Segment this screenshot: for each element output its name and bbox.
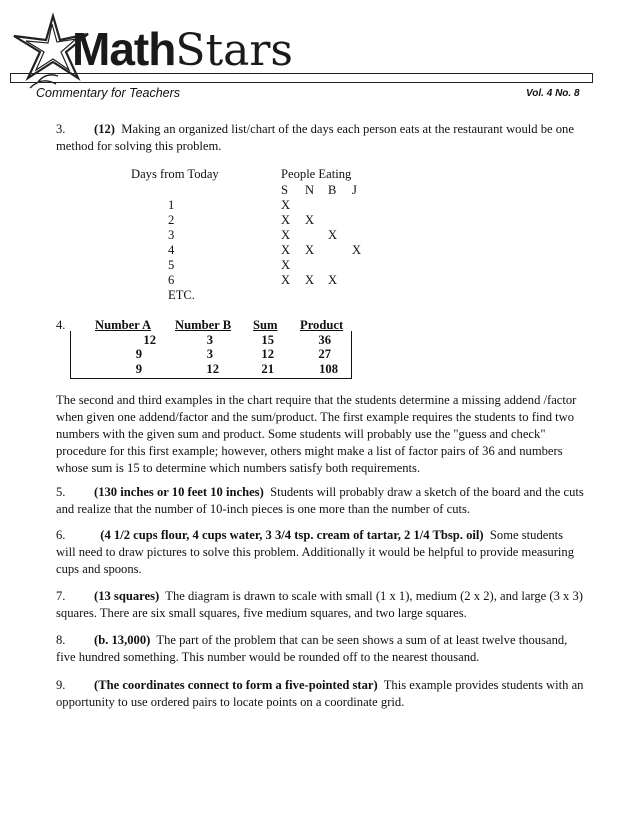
item-answer: (The coordinates connect to form a five-pointed star) bbox=[94, 678, 378, 692]
table-cell: 3 bbox=[206, 333, 213, 347]
issue-number: Vol. 4 No. 8 bbox=[526, 88, 580, 99]
table-cell: 15 bbox=[261, 333, 274, 347]
item-text: Some students will need to draw pictures to solve this problem. Additionally it would be helpful to provide measuring cups and spoons. bbox=[56, 528, 575, 576]
masthead-stars: Stars bbox=[175, 25, 293, 76]
item-text: Making an organized list/chart of the days each person eats at the restaurant would be one method for solving this problem. bbox=[56, 122, 574, 153]
day-cell: ETC. bbox=[168, 288, 195, 302]
item-7 bbox=[56, 588, 584, 622]
person-label: B bbox=[328, 183, 337, 197]
table-cell: 12 bbox=[206, 362, 219, 376]
person-label: S bbox=[281, 183, 289, 197]
column-header: Number B bbox=[175, 318, 232, 332]
header-rule-cap-left bbox=[10, 73, 11, 82]
header-subtitle: Commentary for Teachers bbox=[36, 86, 181, 100]
day-cell: 2 bbox=[168, 213, 175, 227]
mark-cell: X bbox=[281, 258, 291, 272]
item-number: 6. bbox=[56, 528, 66, 542]
mark-cell: X bbox=[352, 243, 362, 257]
item-text: This example provides students with an opportunity to use ordered pairs to locate points on a coordinate grid. bbox=[56, 678, 584, 709]
day-cell: 5 bbox=[168, 258, 175, 272]
mark-cell: X bbox=[305, 243, 315, 257]
page-header bbox=[0, 0, 638, 112]
mark-cell: X bbox=[281, 228, 291, 242]
table-cell: 12 bbox=[143, 333, 156, 347]
mark-cell: X bbox=[281, 213, 291, 227]
header-rule-top bbox=[10, 73, 593, 74]
item-3 bbox=[56, 121, 584, 155]
item-answer: (4 1/2 cups flour, 4 cups water, 3 3/4 tsp. cream of tartar, 2 1/4 Tbsp. oil) bbox=[100, 528, 484, 542]
person-label: N bbox=[305, 183, 315, 197]
table-cell: 36 bbox=[318, 333, 331, 347]
days-header: Days from Today bbox=[131, 167, 219, 181]
item-answer: (12) bbox=[94, 122, 115, 136]
item-number: 7. bbox=[56, 589, 66, 603]
item-answer: (b. 13,000) bbox=[94, 633, 151, 647]
mark-cell: X bbox=[328, 273, 338, 287]
item-8 bbox=[56, 632, 584, 666]
table-cell: 9 bbox=[135, 362, 142, 376]
table-cell: 21 bbox=[261, 362, 274, 376]
item-text: The part of the problem that can be seen shows a sum of at least twelve thousand, five hundred something. This number would be rounded off to the nearest thousand. bbox=[56, 633, 568, 664]
item-number: 9. bbox=[56, 678, 66, 692]
table-cell: 3 bbox=[206, 347, 213, 361]
person-label: J bbox=[352, 183, 357, 197]
masthead-title bbox=[72, 24, 293, 76]
item-text: The diagram is drawn to scale with small (1 x 1), medium (2 x 2), and large (3 x 3) squares. There are six small squares, five medium squares, and two large squares. bbox=[56, 589, 583, 620]
item-answer: (13 squares) bbox=[94, 589, 160, 603]
item-number: 8. bbox=[56, 633, 66, 647]
item-answer: (130 inches or 10 feet 10 inches) bbox=[94, 485, 264, 499]
header-rule-bottom bbox=[10, 82, 593, 83]
day-cell: 1 bbox=[168, 198, 175, 212]
item-text: Students will probably draw a sketch of the board and the cuts and realize that the number of 10-inch pieces is one more than the number of cuts. bbox=[56, 485, 584, 516]
item-9 bbox=[56, 677, 584, 711]
column-header: Number A bbox=[95, 318, 152, 332]
mark-cell: X bbox=[281, 243, 291, 257]
day-cell: 6 bbox=[168, 273, 175, 287]
day-cell: 3 bbox=[168, 228, 175, 242]
column-header: Sum bbox=[253, 318, 278, 332]
table-cell: 12 bbox=[261, 347, 274, 361]
mark-cell: X bbox=[305, 213, 315, 227]
people-header: People Eating bbox=[281, 167, 352, 181]
day-cell: 4 bbox=[168, 243, 175, 257]
item-6 bbox=[56, 527, 584, 578]
item-number: 3. bbox=[56, 122, 66, 136]
item-number: 5. bbox=[56, 485, 66, 499]
item-4-commentary: The second and third examples in the chart require that the students determine a missing addend /factor when given one addend/factor and the sum/product. The first example requires the students to find two numbers with the given sum and product. Some students will probably use the "guess and check" procedure for this first example; however, others might make a list of factor pairs of 36 and numbers whose sum is 15 to determine which numbers satisfy both requirements. bbox=[56, 393, 577, 475]
item-5 bbox=[56, 484, 584, 518]
table-cell: 108 bbox=[319, 362, 338, 376]
mark-cell: X bbox=[328, 228, 338, 242]
mark-cell: X bbox=[281, 273, 291, 287]
table-cell: 9 bbox=[135, 347, 142, 361]
header-rule-cap-right bbox=[592, 73, 593, 82]
masthead-math: Math bbox=[72, 23, 176, 75]
table-cell: 27 bbox=[318, 347, 331, 361]
item-number: 4. bbox=[56, 318, 66, 332]
column-header: Product bbox=[300, 318, 344, 332]
mark-cell: X bbox=[305, 273, 315, 287]
mark-cell: X bbox=[281, 198, 291, 212]
